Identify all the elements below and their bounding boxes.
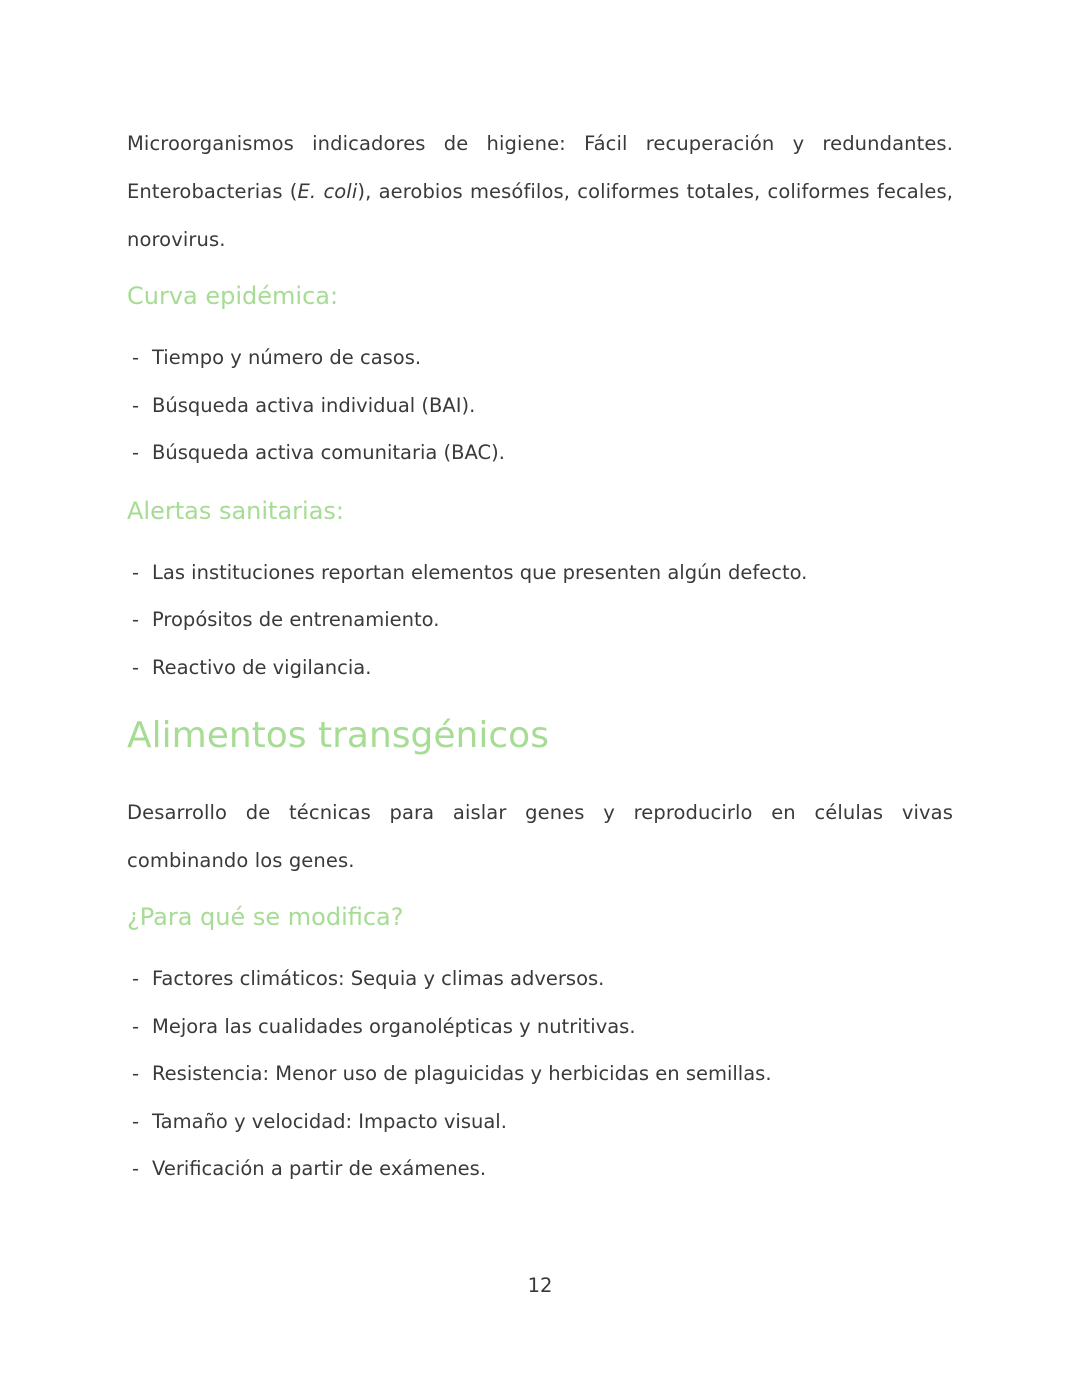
alertas-heading: Alertas sanitarias: (127, 496, 345, 525)
dash-bullet: - (132, 1014, 140, 1038)
list-item-text: Reactivo de vigilancia. (152, 655, 372, 679)
list-item (127, 596, 953, 644)
modifica-list (127, 955, 953, 1193)
dash-bullet: - (132, 1062, 140, 1085)
ecoli-text: E. coli (297, 180, 358, 203)
modifica-heading: ¿Para qué se modifica? (127, 903, 404, 931)
alertas-list (127, 549, 953, 692)
page-content (127, 118, 953, 1193)
intro-paragraph (127, 120, 953, 264)
list-item-text: Propósitos de entrenamiento. (152, 608, 440, 631)
list-item (127, 1145, 953, 1193)
list-item-text: Resistencia: Menor uso de plaguicidas y herbicidas en semillas. (152, 1062, 772, 1085)
dash-bullet: - (132, 608, 140, 631)
list-item-text: Tamaño y velocidad: Impacto visual. (152, 1109, 507, 1133)
transgenicos-paragraph: Desarrollo de técnicas para aislar genes y reproducirlo en células vivas combinando los genes. (127, 801, 953, 872)
dash-bullet: - (132, 967, 140, 990)
dash-bullet: - (132, 1109, 140, 1133)
list-item-text: Tiempo y número de casos. (152, 346, 422, 369)
list-item-text: Mejora las cualidades organolépticas y nutritivas. (152, 1014, 636, 1038)
dash-bullet: - (132, 441, 140, 464)
list-item-text: Factores climáticos: Sequia y climas adversos. (152, 967, 605, 990)
page-number: 12 (527, 1274, 553, 1297)
list-item (127, 549, 953, 597)
list-item (127, 1003, 953, 1051)
intro-text-2: ), aerobios mesófilos, coliformes totales, coliformes fecales, norovirus. (127, 180, 953, 251)
dash-bullet: - (132, 1157, 140, 1180)
list-item-text: Búsqueda activa comunitaria (BAC). (152, 441, 505, 464)
list-item (127, 382, 953, 430)
list-item (127, 1050, 953, 1098)
dash-bullet: - (132, 655, 140, 679)
list-item-text: Búsqueda activa individual (BAI). (152, 393, 476, 417)
curva-heading: Curva epidémica: (127, 282, 339, 310)
list-item (127, 955, 953, 1003)
dash-bullet: - (132, 346, 140, 369)
transgenicos-title: Alimentos transgénicos (127, 715, 549, 756)
list-item (127, 334, 953, 382)
curva-list (127, 334, 953, 477)
list-item (127, 1098, 953, 1146)
list-item (127, 429, 953, 477)
intro-text-1: Microorganismos indicadores de higiene: Fácil recuperación y redundantes. Enterobacterias ( (127, 132, 953, 203)
list-item-text: Verificación a partir de exámenes. (152, 1157, 487, 1180)
list-item (127, 644, 953, 692)
dash-bullet: - (132, 560, 140, 584)
list-item-text: Las instituciones reportan elementos que presenten algún defecto. (152, 560, 808, 584)
dash-bullet: - (132, 393, 140, 417)
